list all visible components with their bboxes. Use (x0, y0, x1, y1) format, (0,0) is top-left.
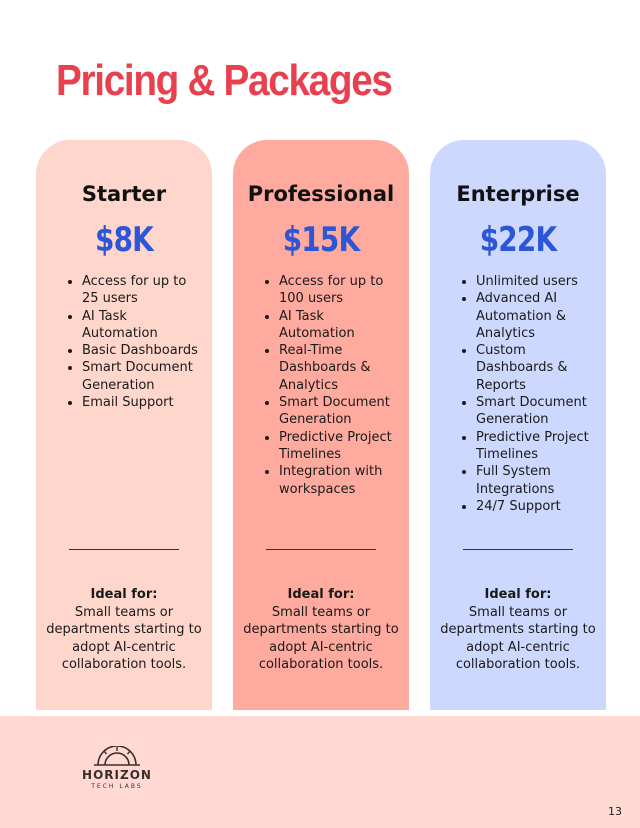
feature-item: • AI Task Automation (82, 308, 202, 343)
feature-item: • AI Task Automation (279, 308, 399, 343)
ideal-for-block (44, 586, 204, 674)
feature-list (263, 273, 399, 498)
feature-item: • Basic Dashboards (82, 342, 202, 359)
footer-band (0, 716, 640, 828)
ideal-for-text: Small teams or departments starting to adopt AI-centric collaboration tools. (440, 604, 596, 672)
feature-item: • Smart Document Generation (82, 359, 202, 394)
plan-name: Professional (247, 182, 395, 206)
feature-item: • 24/7 Support (476, 498, 596, 515)
logo-subtitle: TECH LABS (91, 783, 143, 790)
feature-item: • Access for up to 25 users (82, 273, 202, 308)
ideal-for-label: Ideal for: (484, 587, 552, 602)
plan-price: $8K (95, 220, 153, 260)
feature-item: • Integration with workspaces (279, 463, 399, 498)
feature-item: • Predictive Project Timelines (476, 429, 596, 464)
plan-name: Starter (81, 182, 167, 206)
plan-card-professional (233, 140, 409, 710)
feature-item: • Unlimited users (476, 273, 596, 290)
ideal-for-block (438, 586, 598, 674)
plan-price: $15K (282, 220, 360, 260)
feature-item: • Advanced AI Automation & Analytics (476, 290, 596, 342)
ideal-for-label: Ideal for: (90, 587, 158, 602)
feature-list (460, 273, 596, 515)
ideal-for-text: Small teams or departments starting to adopt AI-centric collaboration tools. (46, 604, 202, 672)
feature-item: • Email Support (82, 394, 202, 411)
plan-price: $22K (479, 220, 557, 260)
feature-item: • Access for up to 100 users (279, 273, 399, 308)
plan-card-starter (36, 140, 212, 710)
sunrise-horizon-icon (94, 746, 140, 766)
feature-item: • Real-Time Dashboards & Analytics (279, 342, 399, 394)
feature-item: • Smart Document Generation (279, 394, 399, 429)
ideal-for-block (241, 586, 401, 674)
logo-name: HORIZON (82, 768, 152, 782)
plan-name: Enterprise (456, 182, 580, 206)
ideal-for-text: Small teams or departments starting to adopt AI-centric collaboration tools. (243, 604, 399, 672)
feature-item: • Smart Document Generation (476, 394, 596, 429)
ideal-for-label: Ideal for: (287, 587, 355, 602)
divider (266, 549, 376, 550)
feature-item: • Predictive Project Timelines (279, 429, 399, 464)
feature-item: • Full System Integrations (476, 463, 596, 498)
page-number: 13 (608, 805, 622, 818)
plan-card-enterprise (430, 140, 606, 710)
feature-item: • Custom Dashboards & Reports (476, 342, 596, 394)
divider (69, 549, 179, 550)
feature-list (66, 273, 202, 411)
company-logo (80, 746, 154, 806)
page-title: Pricing & Packages (56, 56, 392, 105)
divider (463, 549, 573, 550)
